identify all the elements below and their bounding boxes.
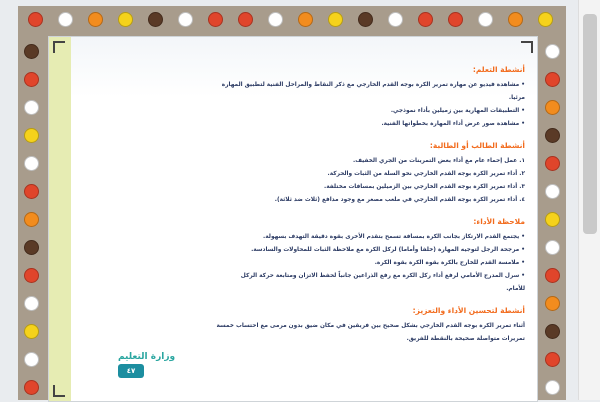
sports-ball-decoration: [24, 128, 39, 143]
section-improvement-activities: [79, 306, 525, 346]
document-content: [79, 65, 525, 401]
section-student-activities: [79, 141, 525, 207]
sports-ball-decoration: [388, 12, 403, 27]
sports-ball-decoration: [178, 12, 193, 27]
sports-ball-decoration: [545, 184, 560, 199]
sports-ball-decoration: [545, 212, 560, 227]
text-line: للأمام.: [506, 286, 525, 292]
sports-ball-decoration: [208, 12, 223, 27]
section-performance-notes: [79, 217, 525, 296]
sports-ball-decoration: [24, 156, 39, 171]
sports-ball-decoration: [88, 12, 103, 27]
scrollbar-thumb[interactable]: [583, 14, 597, 234]
sports-ball-decoration: [148, 12, 163, 27]
sports-ball-decoration: [358, 12, 373, 27]
sports-ball-decoration: [24, 240, 39, 255]
sports-ball-decoration: [24, 296, 39, 311]
section-heading: أنشطة التعلم:: [472, 65, 525, 74]
text-line: ٣. أداء تمرير الكرة بوجه القدم الخارجي بين الزميلين بمسافات مختلفة.: [324, 184, 525, 190]
sports-ball-decoration: [24, 324, 39, 339]
text-line: تمريرات متواصلة صحيحة بالنقطة للفريق.: [406, 336, 525, 342]
page-side-strip: [49, 37, 71, 401]
sports-ball-decoration: [24, 184, 39, 199]
sports-ball-decoration: [478, 12, 493, 27]
sports-ball-decoration: [238, 12, 253, 27]
sports-ball-decoration: [545, 156, 560, 171]
text-line: مرئيا.: [508, 95, 525, 101]
section-heading: ملاحظة الأداء:: [473, 217, 525, 226]
sports-ball-decoration: [24, 268, 39, 283]
text-line: • مشاهدة فيديو عن مهارة تمرير الكرة بوجه القدم الخارجي مع ذكر النقاط والمراحل الفنية لتطبيق المهارة: [221, 82, 525, 88]
sports-ball-decoration: [448, 12, 463, 27]
text-line: • مشاهدة صور عرض أداء المهارة بخطواتها الفنية.: [381, 121, 525, 127]
logo-text: وزارة التعليم: [118, 352, 176, 362]
vertical-scrollbar[interactable]: [578, 0, 600, 400]
sports-ball-decoration: [28, 12, 43, 27]
text-line: ٤. أداء تمرير الكرة بوجه القدم الخارجي في ملعب مصغر مع وجود مدافع (ثلاث ضد ثلاثة).: [274, 197, 525, 203]
crop-mark-top-right: [521, 41, 533, 53]
section-learning-activities: [79, 65, 525, 131]
sports-ball-decoration: [508, 12, 523, 27]
sports-ball-decoration: [298, 12, 313, 27]
sports-ball-decoration: [545, 296, 560, 311]
sports-ball-decoration: [538, 12, 553, 27]
text-line: • التطبيقات المهارية بين زميلين بأداء نموذجي.: [390, 108, 525, 114]
sports-ball-decoration: [118, 12, 133, 27]
document-page: [48, 36, 538, 402]
sports-ball-decoration: [268, 12, 283, 27]
crop-mark-bottom-left: [53, 385, 65, 397]
page-number-badge: ٤٧: [118, 364, 144, 378]
section-heading: أنشطة الطالب أو الطالبة:: [429, 141, 525, 150]
sports-ball-decoration: [545, 100, 560, 115]
text-line: • سرل المدرج الأمامي لرفع أداء ركل الكرة مع رفع الذراعين جانباً لحفظ الاتزان ومتابعة حركة الركل: [240, 273, 525, 279]
sports-ball-decoration: [418, 12, 433, 27]
sports-ball-decoration: [24, 100, 39, 115]
sports-ball-decoration: [24, 72, 39, 87]
sports-ball-decoration: [24, 44, 39, 59]
text-line: ١. عمل إحماء عام مع أداء بعض التمرينات من الجري الخفيف.: [353, 158, 525, 164]
sports-ball-decoration: [545, 44, 560, 59]
sports-ball-decoration: [545, 72, 560, 87]
sports-ball-decoration: [58, 12, 73, 27]
crop-mark-top-left: [53, 41, 65, 53]
sports-ball-decoration: [545, 240, 560, 255]
text-line: • ملامسة القدم للخارج بالكرة بقوة الكرة بقوة الكرة.: [374, 260, 525, 266]
sports-ball-decoration: [545, 268, 560, 283]
text-line: ٢. أداء تمرير الكرة بوجه القدم الخارجي نحو السلة من الثبات والحركة.: [327, 171, 525, 177]
text-line: • يجتمع القدم الارتكاز بجانب الكرة بمسافة تسمح بتقدم الأخرى بقوة دقيقة التهدف بسهولة.: [263, 234, 525, 240]
sports-ball-decoration: [328, 12, 343, 27]
sports-ball-decoration: [545, 128, 560, 143]
sports-ball-decoration: [545, 380, 560, 395]
sports-ball-decoration: [24, 352, 39, 367]
sports-ball-decoration: [545, 352, 560, 367]
sports-ball-decoration: [545, 324, 560, 339]
text-line: • مرجحة الرجل لتوجيه المهارة (خلفا وأماما) لركل الكرة مع ملاحظة الثبات للمحاولات والسادسة.: [251, 247, 525, 253]
section-heading: أنشطة لتحسين الأداء والتعزيز:: [412, 306, 525, 315]
text-line: أثناء تمرير الكرة بوجه القدم الخارجي بشكل صحيح بين فريقين في مكان ضيق بدون مرمى مع احتساب خمسة: [216, 323, 525, 329]
sports-ball-decoration: [24, 212, 39, 227]
sports-ball-decoration: [24, 380, 39, 395]
